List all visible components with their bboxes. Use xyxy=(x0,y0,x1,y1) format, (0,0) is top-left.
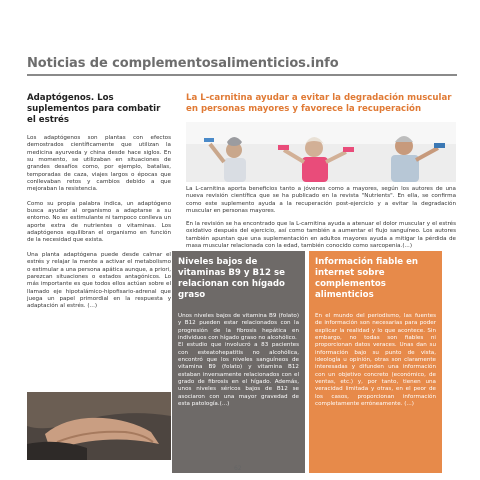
left-paragraph-1: Los adaptógenos son plantas con efectos demostrados científicamente que utilizan la medicina ayurveda y china desde hace siglos. En su momento, se utilizaban en situaciones de grandes desafíos como, por ejemplo, batallas, temporadas de caza, viajes largos o épocas que conllevaban retos y cambios debido a que mejoraban la resistencia. xyxy=(27,135,171,193)
vitamins-box xyxy=(172,251,305,473)
vitamins-box-paragraph-2: El estudio que involucró a 83 pacientes con esteatohepatitis no alcohólica, encontró que los niveles sanguíneos de vitamina B9 (folato) y vitamina B12 estaban inversamente relacionados con el grado de fibrosis en el hígado. Además, unos niveles séricos bajos de B12 se asociaron con una mayor gravedad de esta patología.(...) xyxy=(178,342,299,408)
masthead-rule xyxy=(27,74,457,76)
exercise-photo xyxy=(186,122,456,182)
info-box-title: Información fiable en internet sobre complementos alimenticios xyxy=(315,257,419,300)
left-paragraph-2: Como su propia palabra indica, un adaptógeno busca ayudar al organismo a adaptarse a su entorno. No es estimulante ni tampoco conlleva un aporte extra de nutrientes o vitaminas. Los adaptógenos equilibran el organismo en función de la necesidad que exista. xyxy=(27,200,171,244)
left-paragraph-3: Una planta adaptógena puede desde calmar el estrés y relajar la mente a activar el metabolismo o estimular a una persona apática aunque, a priori, parezcan situaciones o estados antagónicos. Lo más importante es que todos ellos actúan sobre el llamado eje hipotalámico-hipofisario-adrenal que juega un papel primordial en la respuesta y adaptación al estrés. (...) xyxy=(27,251,171,310)
main-paragraph-1: La L-carnitina aporta beneficios tanto a jóvenes como a mayores, según los autores de una nueva revisión científica que se ha publicado en la revista "Nutrients". En ella, se confirma como este suplemento ayuda a la recuperación post-ejercicio y a evitar la degradación muscular en personas mayores. xyxy=(186,186,456,215)
left-heading: Adaptógenos. Los suplementos para combatir el estrés xyxy=(27,93,161,125)
info-box xyxy=(309,251,442,473)
stress-hand-photo xyxy=(27,392,171,460)
page-number: 62 xyxy=(234,465,242,472)
main-paragraph-2: En la revisión se ha encontrado que la L-carnitina ayuda a atenuar el dolor muscular y el estrés oxidativo después del ejercicio, así como también a aumentar el flujo sanguíneo. Los autores también apuntan que una suplementación en adultos mayores ayuda a mitigar la pérdida de masa muscular relacionada con la edad, también conocido como sarcopenia.(...) xyxy=(186,221,456,250)
main-heading: La L-carnitina ayudar a evitar la degradación muscular en personas mayores y favorece la recuperación xyxy=(186,93,452,114)
vitamins-box-paragraph-1: Unos niveles bajos de vitamina B9 (folato) y B12 pueden estar relacionados con la progresión de la fibrosis hepática en individuos con hígado graso no alcohólico. xyxy=(178,313,299,342)
left-column xyxy=(27,93,171,318)
masthead-title: Noticias de complementosalimenticios.info xyxy=(27,56,339,71)
vitamins-box-title: Niveles bajos de vitaminas B9 y B12 se relacionan con hígado graso xyxy=(178,257,285,300)
info-box-paragraph-1: En el mundo del periodismo, las fuentes de información son necesarias para poder explicar la realidad y lo que acontece. Sin embargo, no todas son fiables ni proporcionan datos veraces. Unas dan su información bajo su punto de vista, ideología u opinión, otras son claramente interesadas y difunden una información con un objetivo concreto (económico, de ventas, etc.) y, por tanto, tienen una veracidad limitada y otras, en el peor de los casos, proporcionan información completamente erróneamente. (...) xyxy=(315,313,436,408)
